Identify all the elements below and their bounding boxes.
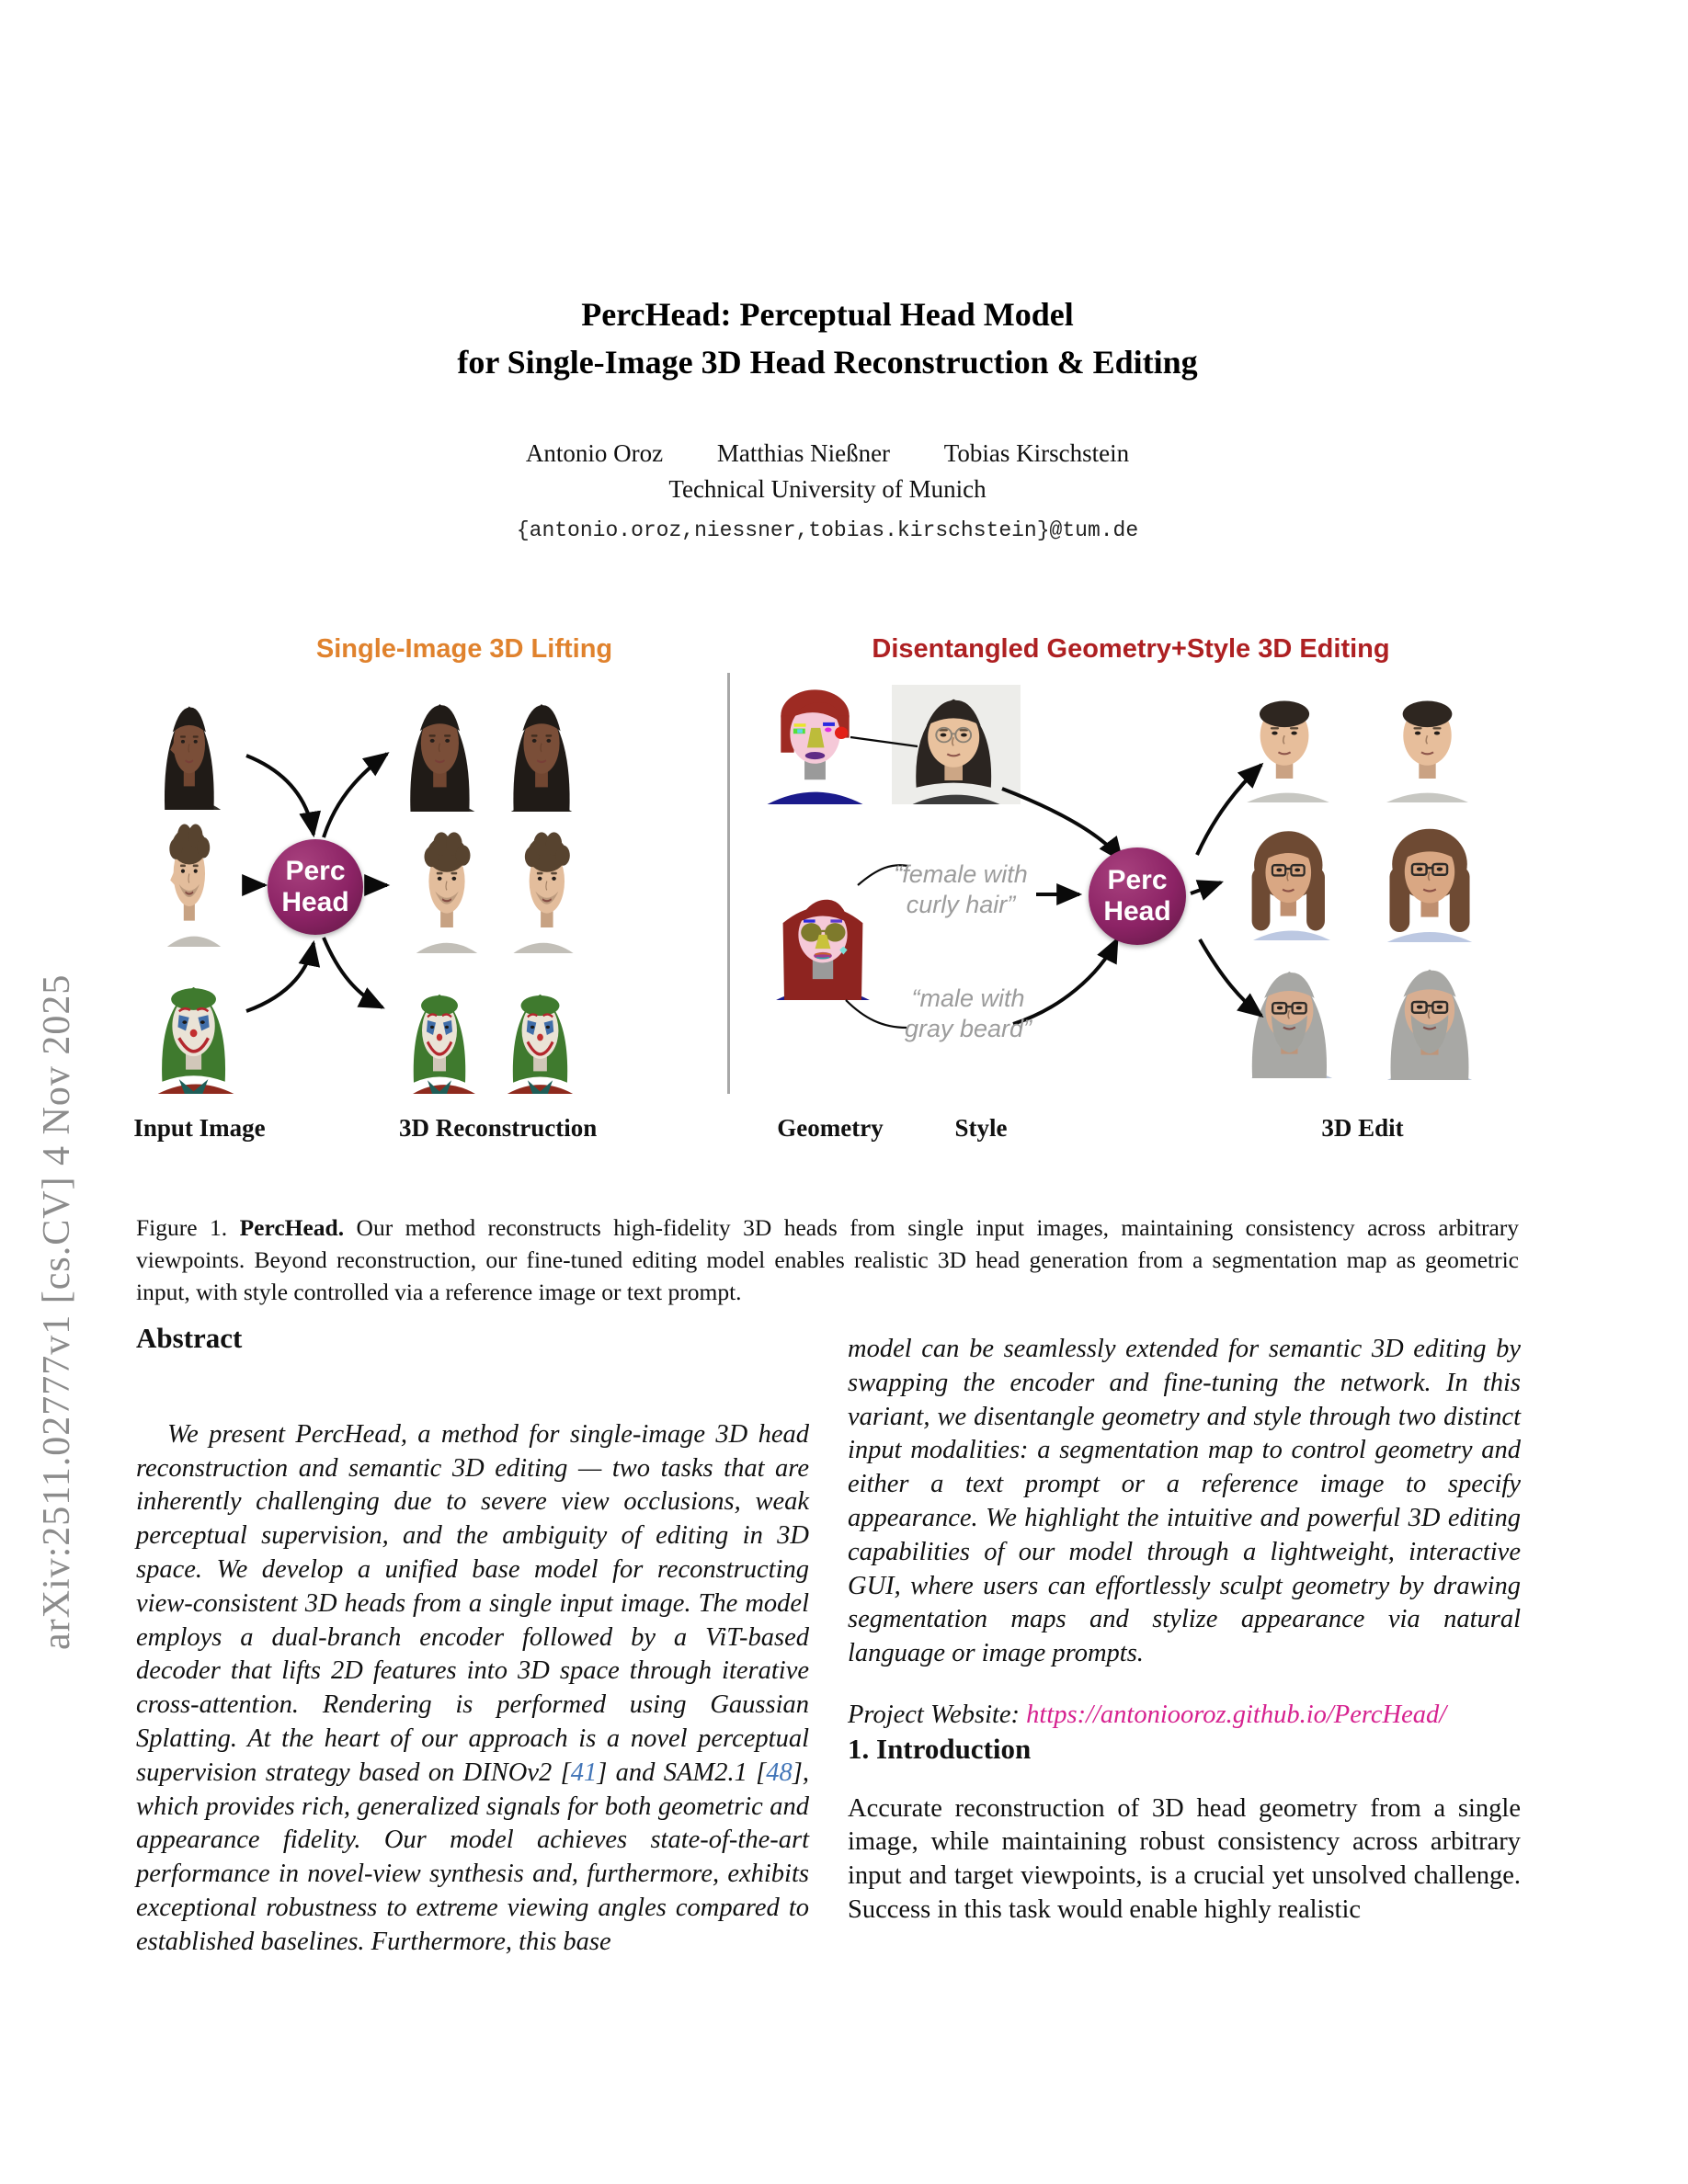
left-column bbox=[136, 1322, 809, 1960]
project-website-link[interactable]: https://antoniooroz.github.io/PercHead/ bbox=[1026, 1700, 1447, 1729]
perchead-model-node-left bbox=[268, 839, 363, 935]
page-title bbox=[0, 290, 1655, 386]
figure-1-teaser bbox=[129, 634, 1520, 1163]
figure-caption bbox=[136, 1211, 1519, 1308]
label-geometry: Geometry bbox=[777, 1114, 884, 1142]
prompt-female-line2: curly hair” bbox=[906, 891, 1016, 918]
right-panel-title: Disentangled Geometry+Style 3D Editing bbox=[872, 634, 1390, 664]
author-2: Matthias Nießner bbox=[716, 439, 891, 467]
model-name-line1: Perc bbox=[1107, 865, 1168, 895]
text-prompt-male bbox=[881, 984, 1055, 1044]
citation-48[interactable]: 48 bbox=[766, 1757, 793, 1787]
project-website-label: Project Website: bbox=[848, 1700, 1027, 1729]
author-list bbox=[0, 439, 1655, 468]
title-line-2: for Single-Image 3D Head Reconstruction & Editing bbox=[457, 344, 1198, 381]
affiliation: Technical University of Munich bbox=[668, 475, 987, 503]
text-prompt-female bbox=[873, 859, 1048, 920]
abstract-text-2: ] and SAM2.1 [ bbox=[597, 1757, 767, 1787]
prompt-male-line2: gray beard” bbox=[904, 1015, 1032, 1042]
author-1: Antonio Oroz bbox=[525, 439, 664, 467]
caption-text: Our method reconstructs high-fidelity 3D heads from single input images, maintaining consistency across arbitrary viewpoints. Beyond reconstruction, our fine-tuned editing model enables realistic 3D head generation from a segmentation map as geometric input, with style controlled via a reference image or text prompt. bbox=[136, 1213, 1520, 1305]
prompt-female-line1: “female with bbox=[894, 860, 1028, 888]
paper-header bbox=[0, 290, 1655, 542]
label-input-image: Input Image bbox=[133, 1114, 266, 1142]
abstract-text-3: ], which provides rich, generalized signals for both geometric and appearance fidelity. Our model achieves state-of-the-art performance in novel-view synthesis and, furthermore, exhibits exceptional robustness to extreme viewing angles compared to established baselines. Furthermore, this base bbox=[136, 1757, 809, 1956]
perchead-model-node-right bbox=[1089, 847, 1186, 945]
left-panel-title: Single-Image 3D Lifting bbox=[315, 634, 613, 664]
introduction-paragraph: Accurate reconstruction of 3D head geometry from a single image, while maintaining robust consistency across arbitrary input and target viewpoints, is a crucial yet unsolved challenge. Success in this task would enable highly realistic bbox=[848, 1793, 1521, 1924]
prompt-male-line1: “male with bbox=[911, 984, 1025, 1012]
citation-41[interactable]: 41 bbox=[570, 1757, 598, 1787]
abstract-continued-paragraph: model can be seamlessly extended for semantic 3D editing by swapping the encoder and fine-tuning the network. In this variant, we disentangle geometry and style through two distinct input modalities: a segmentation map to control geometry and either a text prompt or a reference image to specify appearance. We highlight the intuitive and powerful 3D editing capabilities of our model through a lightweight, interactive GUI, where users can effortlessly sculpt geometry by drawing segmentation maps and stylize appearance via natural language or image prompts. bbox=[848, 1335, 1521, 1668]
caption-bold: PercHead. bbox=[239, 1213, 345, 1241]
right-column bbox=[848, 1322, 1521, 1928]
abstract-text-1: We present PercHead, a method for single-image 3D head reconstruction and semantic 3D editing — two tasks that are inherently challenging due to severe view occlusions, weak perceptual supervision, and the ambiguity of editing in 3D space. We develop a unified base model for reconstructing view-consistent 3D heads from a single input image. The model employs a dual-branch encoder followed by a ViT-based decoder that lifts 2D features into 3D space through iterative cross-attention. Rendering is performed using Gaussian Splatting. At the heart of our approach is a novel perceptual supervision strategy based on DINOv2 [ bbox=[136, 1419, 809, 1787]
model-name-line1: Perc bbox=[285, 856, 346, 886]
title-line-1: PercHead: Perceptual Head Model bbox=[581, 296, 1074, 333]
model-name-line2: Head bbox=[281, 887, 349, 917]
label-style: Style bbox=[954, 1114, 1008, 1142]
arxiv-sidebar-label: arXiv:2511.02777v1 [cs.CV] 4 Nov 2025 bbox=[36, 973, 78, 1650]
email-line: {antonio.oroz,niessner,tobias.kirschstein}@tum.de bbox=[516, 518, 1139, 542]
author-3: Tobias Kirschstein bbox=[943, 439, 1130, 467]
label-3d-edit: 3D Edit bbox=[1321, 1114, 1404, 1142]
abstract-paragraph bbox=[136, 1418, 809, 1960]
abstract-heading: Abstract bbox=[136, 1322, 243, 1354]
introduction-heading: 1. Introduction bbox=[848, 1732, 1032, 1765]
model-name-line2: Head bbox=[1103, 896, 1171, 927]
caption-prefix: Figure 1. bbox=[136, 1213, 228, 1241]
label-3d-reconstruction: 3D Reconstruction bbox=[399, 1114, 598, 1142]
project-website-line bbox=[848, 1699, 1521, 1733]
